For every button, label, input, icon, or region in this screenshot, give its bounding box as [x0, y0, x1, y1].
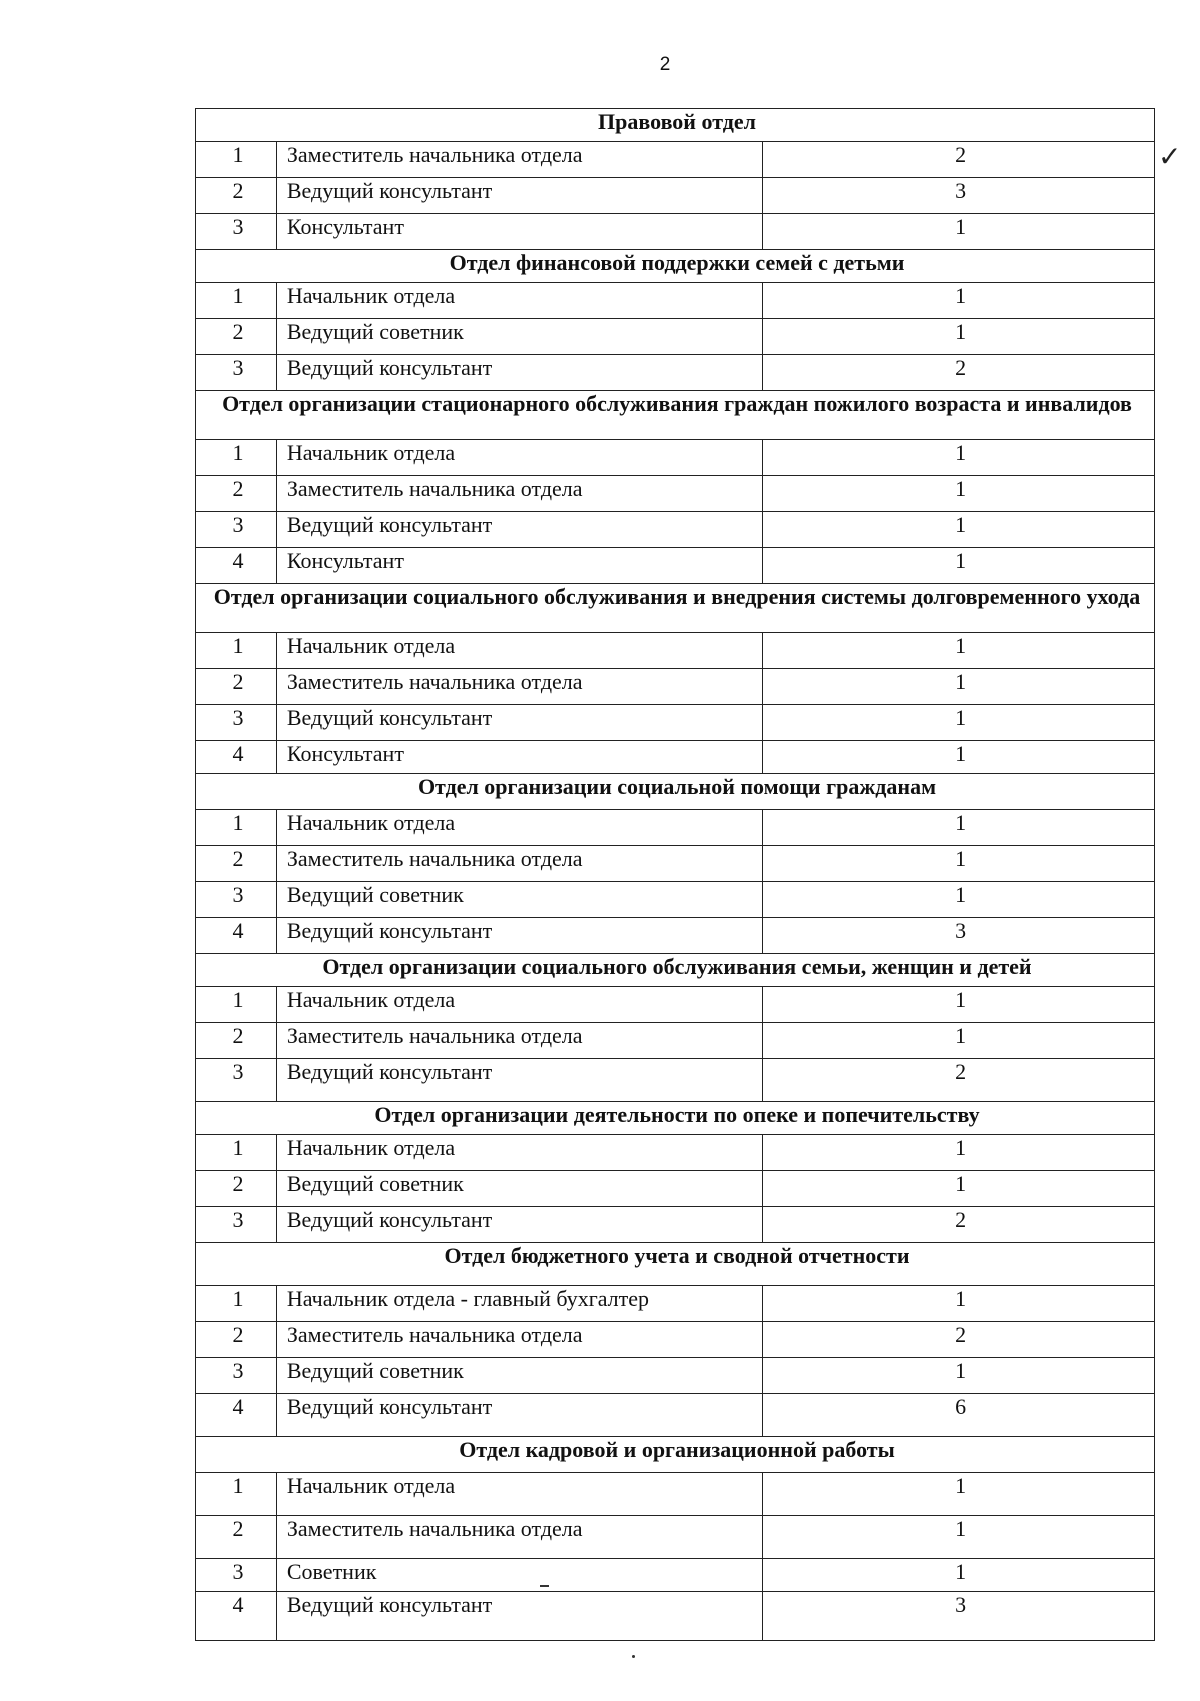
- table-row: [196, 1023, 1155, 1059]
- row-number: 2: [196, 476, 277, 512]
- section-header-row: [196, 954, 1155, 987]
- table-row: [196, 1207, 1155, 1243]
- position-count: 1: [763, 633, 1155, 669]
- section-title: Отдел организации социальной помощи гражданам: [196, 774, 1155, 810]
- position-count: 1: [763, 548, 1155, 584]
- section-header-row: [196, 109, 1155, 142]
- table-row: [196, 214, 1155, 250]
- scan-speck: [540, 1585, 549, 1587]
- staffing-table: [195, 108, 1155, 1641]
- row-number: 4: [196, 1592, 277, 1641]
- row-number: 3: [196, 1059, 277, 1102]
- section-hr: [196, 1437, 1155, 1641]
- position-count: 3: [763, 178, 1155, 214]
- position-count: 1: [763, 846, 1155, 882]
- row-number: 2: [196, 1322, 277, 1358]
- section-family-women-children: [196, 954, 1155, 1102]
- table-row: [196, 355, 1155, 391]
- table-row: [196, 705, 1155, 741]
- position-count: 1: [763, 1171, 1155, 1207]
- row-number: 2: [196, 846, 277, 882]
- table-row: [196, 476, 1155, 512]
- position-name: Заместитель начальника отдела: [276, 1516, 762, 1559]
- position-name: Начальник отдела: [276, 1135, 762, 1171]
- section-header-row: [196, 774, 1155, 810]
- table-row: [196, 987, 1155, 1023]
- section-title: Отдел бюджетного учета и сводной отчетности: [196, 1243, 1155, 1286]
- position-name: Ведущий консультант: [276, 512, 762, 548]
- position-count: 1: [763, 1023, 1155, 1059]
- section-header-row: [196, 1243, 1155, 1286]
- table-row: [196, 669, 1155, 705]
- position-count: 1: [763, 987, 1155, 1023]
- position-count: 2: [763, 142, 1155, 178]
- position-count: 3: [763, 1592, 1155, 1641]
- row-number: 1: [196, 1286, 277, 1322]
- page-number: 2: [659, 54, 671, 75]
- position-name: Ведущий советник: [276, 1171, 762, 1207]
- position-name: Начальник отдела: [276, 440, 762, 476]
- section-guardianship: [196, 1102, 1155, 1243]
- row-number: 3: [196, 1207, 277, 1243]
- position-count: 1: [763, 1559, 1155, 1592]
- position-count: 1: [763, 1135, 1155, 1171]
- position-name: Заместитель начальника отдела: [276, 1322, 762, 1358]
- position-count: 1: [763, 214, 1155, 250]
- position-name: Ведущий консультант: [276, 178, 762, 214]
- table-row: [196, 1059, 1155, 1102]
- position-count: 2: [763, 1059, 1155, 1102]
- position-count: 2: [763, 355, 1155, 391]
- row-number: 1: [196, 987, 277, 1023]
- table-row: [196, 1473, 1155, 1516]
- section-family-finance: [196, 250, 1155, 391]
- row-number: 1: [196, 633, 277, 669]
- row-number: 1: [196, 810, 277, 846]
- table-row: [196, 1322, 1155, 1358]
- position-count: 3: [763, 918, 1155, 954]
- position-name: Заместитель начальника отдела: [276, 476, 762, 512]
- table-row: [196, 1394, 1155, 1437]
- row-number: 4: [196, 918, 277, 954]
- row-number: 1: [196, 440, 277, 476]
- row-number: 3: [196, 214, 277, 250]
- table-row: [196, 142, 1155, 178]
- position-count: 1: [763, 1358, 1155, 1394]
- check-mark: ✓: [1158, 140, 1182, 173]
- section-header-row: [196, 250, 1155, 283]
- row-number: 1: [196, 1135, 277, 1171]
- position-name: Начальник отдела: [276, 1473, 762, 1516]
- position-count: 1: [763, 283, 1155, 319]
- position-name: Советник: [276, 1559, 762, 1592]
- row-number: 3: [196, 1559, 277, 1592]
- table-row: [196, 1286, 1155, 1322]
- position-count: 1: [763, 810, 1155, 846]
- row-number: 3: [196, 882, 277, 918]
- position-count: 1: [763, 741, 1155, 774]
- position-count: 1: [763, 1473, 1155, 1516]
- table-row: [196, 918, 1155, 954]
- position-count: 1: [763, 1516, 1155, 1559]
- row-number: 2: [196, 669, 277, 705]
- section-header-row: [196, 1437, 1155, 1473]
- row-number: 4: [196, 741, 277, 774]
- position-count: 1: [763, 705, 1155, 741]
- row-number: 1: [196, 142, 277, 178]
- scan-speck: [632, 1655, 635, 1658]
- section-header-row: [196, 391, 1155, 440]
- table-row: [196, 440, 1155, 476]
- table-row: [196, 1516, 1155, 1559]
- row-number: 3: [196, 705, 277, 741]
- section-title: Отдел организации социального обслуживания и внедрения системы долговременного ухода: [196, 584, 1155, 633]
- section-header-row: [196, 584, 1155, 633]
- table-row: [196, 1559, 1155, 1592]
- row-number: 3: [196, 512, 277, 548]
- table-row: [196, 741, 1155, 774]
- position-name: Ведущий консультант: [276, 1394, 762, 1437]
- row-number: 3: [196, 1358, 277, 1394]
- position-name: Ведущий советник: [276, 882, 762, 918]
- section-budget-accounting: [196, 1243, 1155, 1437]
- position-count: 1: [763, 512, 1155, 548]
- position-count: 2: [763, 1322, 1155, 1358]
- row-number: 3: [196, 355, 277, 391]
- position-name: Начальник отдела: [276, 283, 762, 319]
- position-count: 1: [763, 669, 1155, 705]
- row-number: 2: [196, 178, 277, 214]
- position-count: 1: [763, 476, 1155, 512]
- position-name: Заместитель начальника отдела: [276, 142, 762, 178]
- table-row: [196, 1358, 1155, 1394]
- row-number: 2: [196, 319, 277, 355]
- table-row: [196, 846, 1155, 882]
- position-name: Ведущий советник: [276, 1358, 762, 1394]
- position-name: Консультант: [276, 741, 762, 774]
- position-name: Начальник отдела: [276, 987, 762, 1023]
- section-social-service-ltc: [196, 584, 1155, 774]
- table-row: [196, 548, 1155, 584]
- section-title: Отдел кадровой и организационной работы: [196, 1437, 1155, 1473]
- position-name: Ведущий консультант: [276, 1059, 762, 1102]
- position-name: Начальник отдела: [276, 633, 762, 669]
- section-title: Правовой отдел: [196, 109, 1155, 142]
- position-count: 1: [763, 882, 1155, 918]
- position-name: Ведущий консультант: [276, 1207, 762, 1243]
- position-name: Заместитель начальника отдела: [276, 846, 762, 882]
- position-name: Начальник отдела: [276, 810, 762, 846]
- position-count: 1: [763, 1286, 1155, 1322]
- row-number: 2: [196, 1516, 277, 1559]
- table-row: [196, 1135, 1155, 1171]
- section-legal: [196, 109, 1155, 250]
- table-row: [196, 882, 1155, 918]
- position-count: 1: [763, 319, 1155, 355]
- row-number: 1: [196, 1473, 277, 1516]
- table-row: [196, 319, 1155, 355]
- position-count: 6: [763, 1394, 1155, 1437]
- section-title: Отдел организации стационарного обслуживания граждан пожилого возраста и инвалидов: [196, 391, 1155, 440]
- position-count: 1: [763, 440, 1155, 476]
- position-name: Ведущий советник: [276, 319, 762, 355]
- table-row: [196, 1171, 1155, 1207]
- position-name: Ведущий консультант: [276, 355, 762, 391]
- section-title: Отдел организации социального обслуживания семьи, женщин и детей: [196, 954, 1155, 987]
- table-row: [196, 810, 1155, 846]
- position-name: Консультант: [276, 548, 762, 584]
- section-title: Отдел организации деятельности по опеке и попечительству: [196, 1102, 1155, 1135]
- table-row: [196, 1592, 1155, 1641]
- position-name: Консультант: [276, 214, 762, 250]
- row-number: 4: [196, 1394, 277, 1437]
- position-count: 2: [763, 1207, 1155, 1243]
- row-number: 1: [196, 283, 277, 319]
- section-inpatient-care: [196, 391, 1155, 584]
- table-row: [196, 512, 1155, 548]
- position-name: Заместитель начальника отдела: [276, 669, 762, 705]
- section-social-aid: [196, 774, 1155, 954]
- position-name: Заместитель начальника отдела: [276, 1023, 762, 1059]
- row-number: 4: [196, 548, 277, 584]
- table-row: [196, 633, 1155, 669]
- row-number: 2: [196, 1023, 277, 1059]
- section-title: Отдел финансовой поддержки семей с детьми: [196, 250, 1155, 283]
- position-name: Ведущий консультант: [276, 918, 762, 954]
- position-name: Ведущий консультант: [276, 705, 762, 741]
- row-number: 2: [196, 1171, 277, 1207]
- position-name: Начальник отдела - главный бухгалтер: [276, 1286, 762, 1322]
- position-name: Ведущий консультант: [276, 1592, 762, 1641]
- section-header-row: [196, 1102, 1155, 1135]
- table-row: [196, 283, 1155, 319]
- table-row: [196, 178, 1155, 214]
